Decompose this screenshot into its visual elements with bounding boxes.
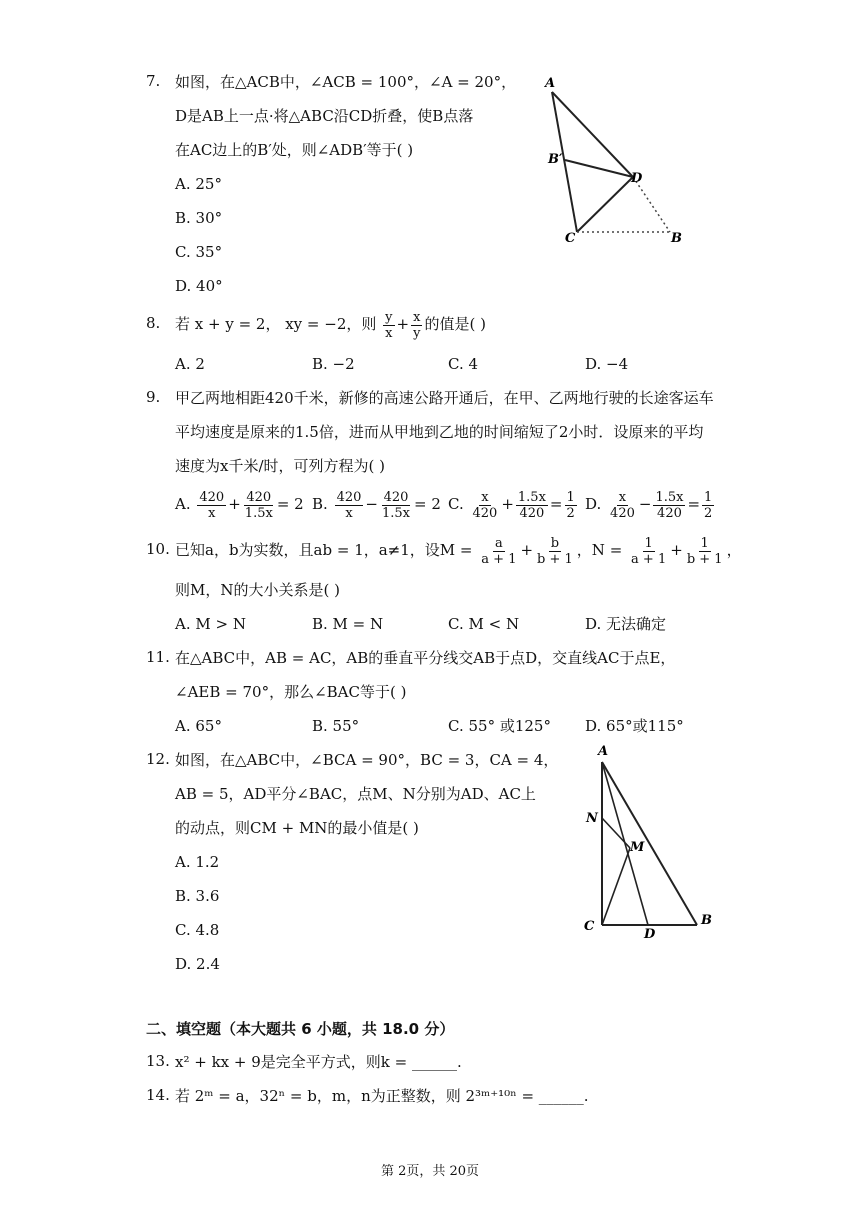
option-c: C. M < N [448,615,520,633]
option-a: A. 2 [175,355,205,373]
option-c: C. 4.8 [175,921,220,939]
q8-suffix: 的值是( ) [424,315,486,333]
question-number: 9. [146,388,161,406]
label-b: B [701,913,712,928]
label-c: C [584,919,595,934]
edge-cd [577,177,633,232]
option-d: D. $\frac{x}{420}$ − $\frac{1.5x}{420}$ = $\frac{1}{2}$ [585,489,713,521]
edge-ab [602,762,697,925]
option-b: B. −2 [312,355,355,373]
question-text: x² + kx + 9是完全平方式，则k = ______. [175,1053,462,1071]
question-text: 若 2ᵐ = a，32ⁿ = b，m，n为正整数，则 2³ᵐ⁺¹⁰ⁿ = ______. [175,1087,589,1105]
option-a: A. 1.2 [175,853,220,871]
label-b: B [671,231,682,246]
question-text: ∠AEB = 70°，那么∠BAC等于( ) [175,683,407,701]
option-d: D. 2.4 [175,955,220,973]
label-b-prime: B′ [548,152,563,167]
fraction: $\frac{y}{x}$ [385,309,393,341]
question-text: 如图，在△ACB中，∠ACB = 100°，∠A = 20°， [175,73,517,91]
option-c: C. 35° [175,243,223,261]
option-b: B. 30° [175,209,223,227]
option-b: B. $\frac{420}{x}$ − $\frac{420}{1.5x}$ = 2 [312,489,441,521]
label-a: A [598,744,609,759]
option-d: D. 无法确定 [585,615,667,633]
question-text: AB = 5，AD平分∠BAC，点M、N分别为AD、AC上 [175,785,536,803]
question-number: 14. [146,1086,170,1104]
option-d: D. 65°或115° [585,717,684,735]
label-a: A [545,76,556,91]
question-number: 8. [146,314,161,332]
triangle-fold-figure [535,70,695,250]
question-number: 12. [146,750,170,768]
section-heading: 二、填空题（本大题共 6 小题，共 18.0 分） [146,1020,455,1038]
option-c: C. 55° 或125° [448,717,551,735]
question-text: 若 x + y = 2， xy = −2，则 $\frac{y}{x}$ + $\frac{x}{y}$ 的值是( ) [175,309,486,341]
edge-b1d [565,160,633,177]
page-footer: 第 2页，共 20页 [380,1164,480,1179]
option-d: D. −4 [585,355,629,373]
question-text: 则M，N的大小关系是( ) [175,581,340,599]
question-text: D是AB上一点·将△ABC沿CD折叠，使B点落 [175,107,474,125]
question-number: 10. [146,540,170,558]
option-b: B. M = N [312,615,384,633]
option-b: B. 3.6 [175,887,220,905]
label-n: N [586,811,598,826]
question-text: 在△ABC中，AB = AC，AB的垂直平分线交AB于点D，交直线AC于点E， [175,649,676,667]
q8-prefix: 若 x + y = 2， xy = −2，则 [175,315,377,333]
label-m: M [630,840,645,855]
option-c: C. 4 [448,355,479,373]
option-c: C. $\frac{x}{420}$ + $\frac{1.5x}{420}$ = $\frac{1}{2}$ [448,489,575,521]
question-text: 甲乙两地相距420千米，新修的高速公路开通后，在甲、乙两地行驶的长途客运车 [175,389,714,407]
question-text: 已知a，b为实数，且ab = 1，a≠1，设M = $\frac{a}{a + 1}$ + $\frac{b}{b + 1}$ ，N = $\frac{1}{a + 1}$ + $\frac{1}{b + 1}$ ， [175,535,742,567]
question-text: 如图，在△ABC中，∠BCA = 90°，BC = 3，CA = 4， [175,751,559,769]
edge-nm [602,818,630,848]
question-text: 在AC边上的B′处，则∠ADB′等于( ) [175,141,414,159]
label-d: D [644,927,656,942]
option-b: B. 55° [312,717,360,735]
question-number: 7. [146,72,161,90]
option-d: D. 40° [175,277,223,295]
question-text: 平均速度是原来的1.5倍，进而从甲地到乙地的时间缩短了2小时．设原来的平均 [175,423,704,441]
option-a: A. 25° [175,175,222,193]
option-a: A. 65° [175,717,222,735]
label-d: D [631,171,643,186]
edge-cm [602,848,630,925]
right-triangle-figure [580,740,720,945]
question-number: 13. [146,1052,170,1070]
question-text: 的动点，则CM + MN的最小值是( ) [175,819,419,837]
question-text: 速度为x千米/时，可列方程为( ) [175,457,385,475]
fraction: $\frac{x}{y}$ [413,309,421,341]
option-a: A. M > N [175,615,246,633]
option-a: A. $\frac{420}{x}$ + $\frac{420}{1.5x}$ = 2 [175,489,304,521]
question-number: 11. [146,648,170,666]
label-c: C [565,231,576,246]
